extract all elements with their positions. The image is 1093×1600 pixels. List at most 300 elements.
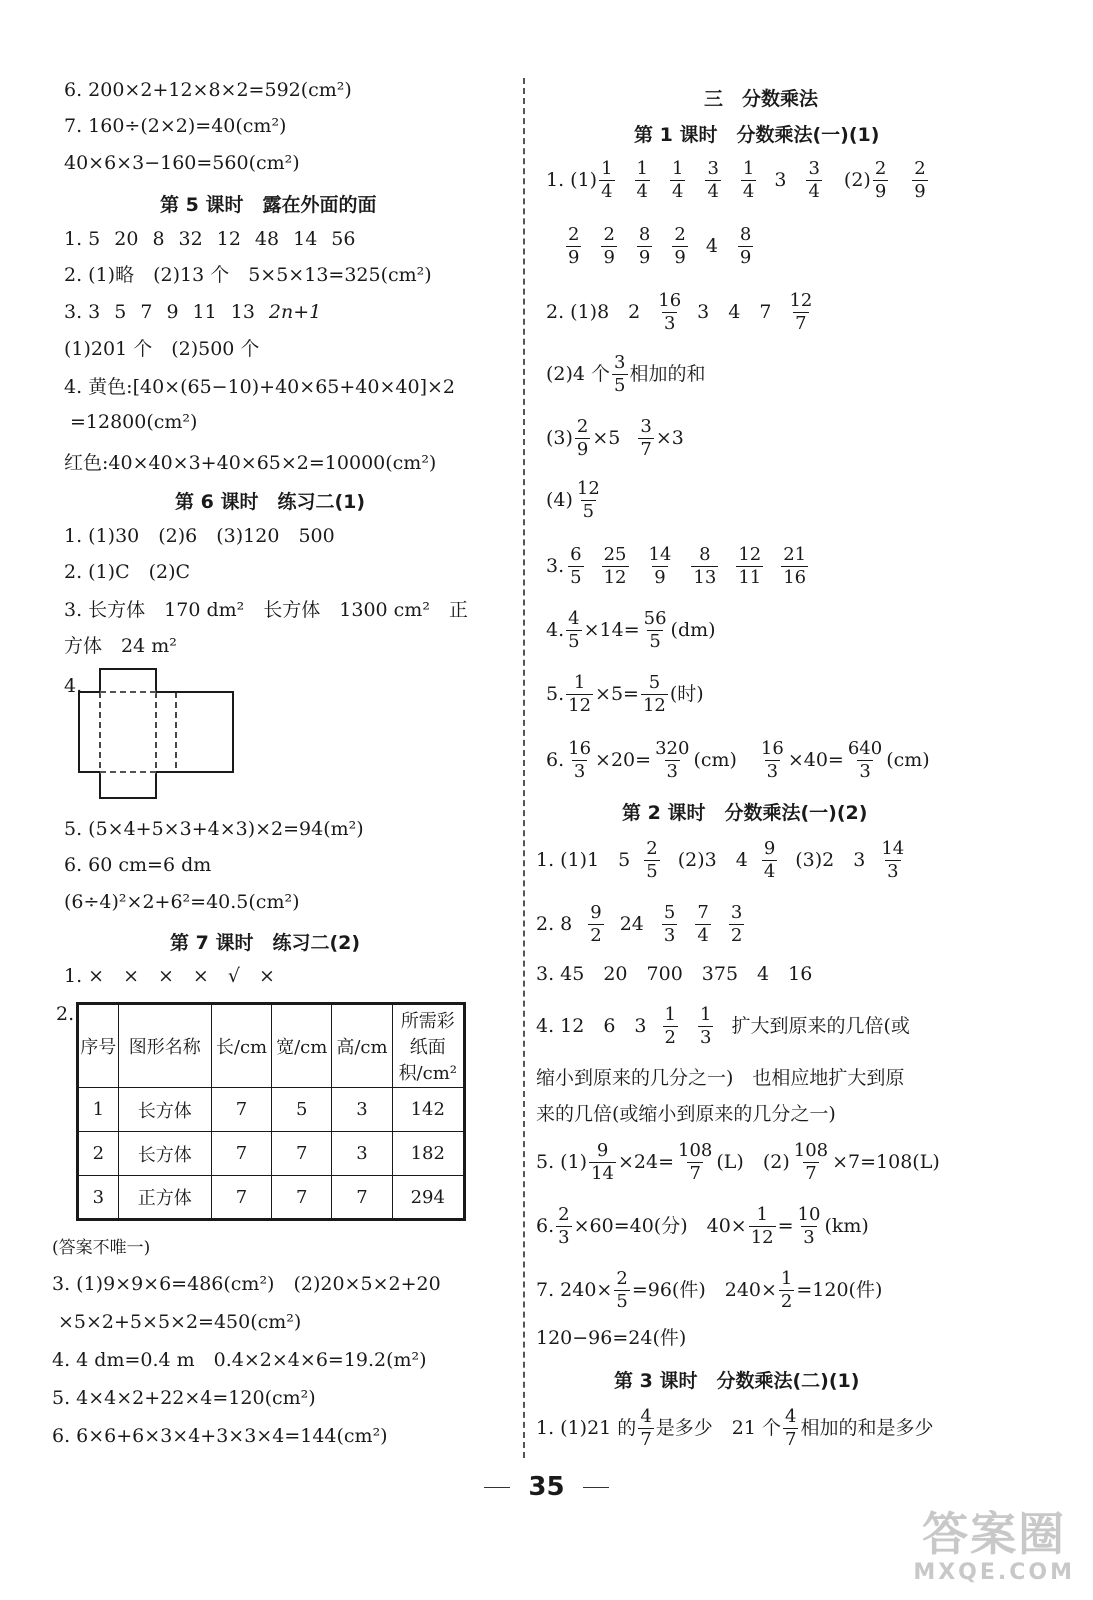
answer-line: 红色:40×40×3+40×65×2=10000(cm²) <box>64 452 437 474</box>
table-cell: 7 <box>211 1176 271 1220</box>
watermark-text: 答案圈 <box>922 1507 1067 1561</box>
fraction <box>589 1139 616 1184</box>
denominator: 9 <box>654 566 666 588</box>
numerator: 2 <box>616 1267 628 1289</box>
answer-text: 4. 12 6 3 <box>536 1015 647 1037</box>
answer-line: (1)201 个 (2)500 个 <box>64 338 260 360</box>
answer-line: 3. 长方体 170 dm² 长方体 1300 cm² 正 <box>64 599 468 621</box>
answer-item: 3. 3 <box>64 301 101 323</box>
fraction <box>759 737 786 782</box>
answer-line: 3. (1)9×9×6=486(cm²) (2)20×5×2+20 <box>52 1273 441 1295</box>
numerator: 1 <box>573 671 586 693</box>
denominator: 9 <box>674 246 686 268</box>
numerator: 1 <box>742 157 755 179</box>
fraction <box>672 223 687 268</box>
fraction <box>787 289 814 334</box>
table-row <box>78 1088 465 1132</box>
answer-item: 9 <box>166 301 179 323</box>
numerator: 14 <box>881 837 905 859</box>
fraction <box>635 157 650 202</box>
numerator: 3 <box>808 157 820 179</box>
numerator: 21 <box>783 543 807 565</box>
fraction <box>663 1003 678 1048</box>
answer-line: 120−96=24(件) <box>536 1327 687 1349</box>
table-cell: 长方体 <box>118 1088 211 1132</box>
denominator: 2 <box>664 1026 676 1048</box>
denominator: 4 <box>742 180 755 202</box>
answer-text: 24 <box>619 913 644 935</box>
fraction <box>695 901 710 946</box>
denominator: 7 <box>640 438 652 460</box>
denominator: 5 <box>616 1290 628 1312</box>
numerator: 2 <box>674 223 686 245</box>
answer-item: 7 <box>140 301 153 323</box>
answer-item: 20 <box>114 228 139 250</box>
answer-item: 14 <box>293 228 318 250</box>
denominator: 7 <box>640 1428 652 1450</box>
denominator: 7 <box>805 1162 817 1184</box>
answer-item: 56 <box>331 228 356 250</box>
answer-line <box>546 732 930 788</box>
numerator: 16 <box>568 737 592 759</box>
answer-text: 1. (1)1 5 <box>536 849 631 871</box>
numerator: 4 <box>568 607 580 629</box>
lesson-heading: 第 3 课时 分数乘法(二)(1) <box>614 1370 860 1392</box>
denominator: 3 <box>859 760 871 782</box>
answer-text: 1. (1)21 的 <box>536 1417 637 1439</box>
denominator: 7 <box>689 1162 701 1184</box>
table-cell: 7 <box>211 1088 271 1132</box>
fraction <box>556 1203 571 1248</box>
denominator: 12 <box>642 694 666 716</box>
table-cell: 142 <box>392 1088 464 1132</box>
denominator: 2 <box>590 924 602 946</box>
fraction <box>698 1003 713 1048</box>
answer-line: 2. (1)略 (2)13 个 5×5×13=325(cm²) <box>64 264 432 286</box>
answer-text: 扩大到原来的几倍(或 <box>731 1015 910 1037</box>
denominator: 7 <box>795 312 807 334</box>
denominator: 4 <box>763 860 776 882</box>
numerator: 2 <box>603 223 615 245</box>
denominator: 5 <box>582 500 595 522</box>
table-cell: 7 <box>211 1132 271 1176</box>
numerator: 3 <box>640 415 652 437</box>
denominator: 3 <box>663 312 676 334</box>
watermark-url: MXQE.COM <box>913 1560 1075 1585</box>
denominator: 2 <box>730 924 743 946</box>
answer-text: 5. (1) <box>536 1151 588 1173</box>
answer-line <box>536 1134 940 1190</box>
denominator: 11 <box>738 566 762 588</box>
fraction <box>638 1405 653 1450</box>
denominator: 4 <box>697 924 709 946</box>
denominator: 3 <box>766 760 779 782</box>
answer-line: 40×6×3−160=560(cm²) <box>64 152 300 174</box>
answer-line: (6÷4)²×2+6²=40.5(cm²) <box>64 891 300 913</box>
footer-dash <box>583 1487 609 1488</box>
answer-text: (L) (2) <box>716 1151 790 1173</box>
answer-text: = <box>777 1215 794 1237</box>
answer-text: (cm) <box>693 749 737 771</box>
answer-text: 4. <box>546 619 565 641</box>
denominator: 3 <box>663 924 676 946</box>
answer-text: (2)4 个 <box>546 363 611 385</box>
numerator: 3 <box>614 351 626 373</box>
fraction <box>647 543 674 588</box>
denominator: 13 <box>693 566 717 588</box>
answer-line: 7. 160÷(2×2)=40(cm²) <box>64 115 287 137</box>
fraction <box>566 737 593 782</box>
numerator: 6 <box>570 543 582 565</box>
fraction <box>601 223 616 268</box>
table-cell: 长方体 <box>118 1132 211 1176</box>
answer-text: (2)3 4 <box>677 849 748 871</box>
denominator: 4 <box>636 180 648 202</box>
answer-text: (4) <box>546 489 573 511</box>
numerator: 8 <box>638 223 651 245</box>
answer-line: 6. 6×6+6×3×4+3×3×4=144(cm²) <box>52 1425 388 1447</box>
fraction <box>599 157 614 202</box>
numerator: 1 <box>636 157 648 179</box>
numerator: 12 <box>576 477 600 499</box>
denominator: 5 <box>568 630 580 652</box>
table-cell: 5 <box>272 1088 332 1132</box>
numerator: 108 <box>678 1139 713 1161</box>
answer-line: ×5×2+5×5×2=450(cm²) <box>58 1311 302 1333</box>
answer-line <box>546 602 716 658</box>
answer-line: 1. × × × × √ × <box>64 965 275 987</box>
answer-line <box>546 284 816 340</box>
answer-line: 4. 黄色:[40×(65−10)+40×65+40×40]×2 <box>64 376 455 398</box>
numerator: 16 <box>658 289 682 311</box>
fraction <box>566 607 581 652</box>
denominator: 7 <box>784 1428 797 1450</box>
fraction <box>749 1203 776 1248</box>
answer-text: 相加的和 <box>629 363 706 385</box>
fraction <box>879 837 906 882</box>
answer-text: 2. 8 <box>536 913 573 935</box>
table-header: 所需彩纸面积/cm² <box>392 1004 464 1088</box>
answer-line: 缩小到原来的几分之一) 也相应地扩大到原 <box>536 1067 905 1089</box>
fraction <box>612 351 627 396</box>
fraction <box>779 1267 794 1312</box>
numerator: 2 <box>558 1203 570 1225</box>
numerator: 9 <box>590 901 602 923</box>
table-header: 序号 <box>78 1004 119 1088</box>
table-cell: 正方体 <box>118 1176 211 1220</box>
table-header-row <box>78 1004 465 1088</box>
column-divider <box>523 78 525 1458</box>
answer-line: 5. 4×4×2+22×4=120(cm²) <box>52 1387 316 1409</box>
fraction <box>575 477 602 522</box>
denominator: 4 <box>707 180 719 202</box>
answer-text: 3 4 7 <box>697 301 772 323</box>
fraction <box>806 157 821 202</box>
denominator: 5 <box>646 860 658 882</box>
answer-text: =120(件) <box>796 1279 883 1301</box>
answer-line: 4. <box>64 675 83 697</box>
fraction <box>642 607 669 652</box>
answer-item: 5 <box>114 301 127 323</box>
numerator: 2 <box>874 157 887 179</box>
numerator: 56 <box>643 607 667 629</box>
fraction <box>566 671 593 716</box>
fraction <box>670 157 685 202</box>
numerator: 640 <box>847 737 883 759</box>
answer-text: ×14= <box>583 619 640 641</box>
answer-text: (dm) <box>670 619 716 641</box>
denominator: 3 <box>803 1226 815 1248</box>
fraction <box>575 415 590 460</box>
denominator: 12 <box>603 566 627 588</box>
answer-line: =12800(cm²) <box>70 411 198 433</box>
chapter-heading: 三 分数乘法 <box>704 88 819 110</box>
answer-item: 13 <box>230 301 255 323</box>
table-header: 高/cm <box>332 1004 392 1088</box>
table-row <box>78 1176 465 1220</box>
numerator: 1 <box>756 1203 768 1225</box>
net-top-face <box>100 669 156 692</box>
table-cell: 2 <box>78 1132 119 1176</box>
answer-line: 6. 200×2+12×8×2=592(cm²) <box>64 79 352 101</box>
numerator: 1 <box>780 1267 793 1289</box>
numerator: 2 <box>646 837 658 859</box>
numerator: 2 <box>568 223 580 245</box>
answer-text: ×5 <box>592 427 621 449</box>
denominator: 4 <box>672 180 684 202</box>
fraction <box>644 837 659 882</box>
fraction <box>846 737 884 782</box>
numerator: 3 <box>707 157 719 179</box>
fraction <box>873 157 888 202</box>
answer-line <box>546 472 604 528</box>
denominator: 12 <box>568 694 592 716</box>
denominator: 5 <box>614 374 626 396</box>
answer-line: 4. 4 dm=0.4 m 0.4×2×4×6=19.2(m²) <box>52 1349 427 1371</box>
answer-line <box>546 410 684 466</box>
numerator: 1 <box>601 157 613 179</box>
answer-item: 8 <box>152 228 165 250</box>
page-footer <box>0 1472 1093 1502</box>
denominator: 3 <box>699 1026 712 1048</box>
fraction <box>912 157 927 202</box>
fraction <box>738 223 753 268</box>
numerator: 5 <box>648 671 661 693</box>
numerator: 1 <box>664 1003 676 1025</box>
fraction <box>729 901 744 946</box>
numerator: 12 <box>738 543 762 565</box>
answer-line: 2. <box>56 1003 75 1025</box>
answer-text: (时) <box>669 683 704 705</box>
answer-text: (2) <box>843 169 871 191</box>
numerator: 8 <box>699 543 711 565</box>
watermark-logo <box>913 1508 1075 1585</box>
answer-line <box>546 152 930 208</box>
numerator: 4 <box>784 1405 797 1427</box>
fraction <box>796 1203 823 1248</box>
answer-text: ×24= <box>618 1151 675 1173</box>
table-cell: 7 <box>272 1176 332 1220</box>
denominator: 9 <box>914 180 926 202</box>
answer-item: 48 <box>254 228 280 250</box>
numerator: 25 <box>603 543 627 565</box>
answer-text: (km) <box>824 1215 869 1237</box>
numerator: 4 <box>640 1405 652 1427</box>
denominator: 9 <box>603 246 615 268</box>
answer-text: 2. (1)8 2 <box>546 301 641 323</box>
answer-table <box>76 1002 466 1221</box>
table-cell: 294 <box>392 1176 464 1220</box>
answer-text: 1. (1) <box>546 169 598 191</box>
answer-line: 3. 45 20 700 375 4 16 <box>536 963 813 985</box>
denominator: 5 <box>649 630 661 652</box>
net-bottom-face <box>100 772 156 798</box>
answer-line <box>546 346 706 402</box>
answer-line: 6. 60 cm=6 dm <box>64 854 212 876</box>
answer-text: 3. <box>546 555 565 577</box>
answer-text: ×7=108(L) <box>832 1151 940 1173</box>
numerator: 1 <box>699 1003 712 1025</box>
numerator: 8 <box>739 223 752 245</box>
denominator: 9 <box>638 246 651 268</box>
answer-line <box>64 227 369 251</box>
answer-text: 相加的和是多少 <box>800 1417 934 1439</box>
answer-line: 5. (5×4+5×3+4×3)×2=94(m²) <box>64 818 364 840</box>
fraction <box>676 1139 714 1184</box>
table-cell: 7 <box>272 1132 332 1176</box>
denominator: 3 <box>573 760 586 782</box>
lesson-heading: 第 6 课时 练习二(1) <box>175 491 366 513</box>
answer-text: 是多少 21 个 <box>655 1417 781 1439</box>
numerator: 108 <box>793 1139 829 1161</box>
denominator: 3 <box>558 1226 570 1248</box>
answer-line <box>564 218 755 274</box>
table-cell: 1 <box>78 1088 119 1132</box>
answer-line: 2. (1)C (2)C <box>64 561 191 583</box>
numerator: 14 <box>648 543 672 565</box>
fraction <box>691 543 718 588</box>
table-cell: 7 <box>332 1176 392 1220</box>
answer-text: (3)2 3 <box>795 849 866 871</box>
denominator: 14 <box>591 1162 614 1184</box>
fraction <box>568 543 583 588</box>
numerator: 16 <box>760 737 784 759</box>
answer-item: 2n+1 <box>268 301 322 323</box>
answer-text: (3) <box>546 427 573 449</box>
answer-text: =96(件) 240× <box>631 1279 777 1301</box>
numerator: 7 <box>697 901 709 923</box>
table-cell: 182 <box>392 1132 464 1176</box>
answer-text: 3 <box>774 169 787 191</box>
fraction <box>762 837 777 882</box>
answer-text: (cm) <box>886 749 930 771</box>
page-number: 35 <box>528 1472 565 1502</box>
answer-line <box>536 832 908 888</box>
answer-text: 7. 240× <box>536 1279 613 1301</box>
denominator: 3 <box>666 760 678 782</box>
answer-text: ×5= <box>595 683 639 705</box>
fraction <box>736 543 763 588</box>
fraction <box>781 543 808 588</box>
answer-text: ×20= <box>595 749 652 771</box>
answer-line <box>536 1198 869 1254</box>
answer-line <box>64 300 335 324</box>
fraction <box>705 157 720 202</box>
fraction <box>792 1139 830 1184</box>
numerator: 320 <box>655 737 690 759</box>
table-header: 长/cm <box>211 1004 271 1088</box>
fraction <box>783 1405 798 1450</box>
denominator: 9 <box>874 180 887 202</box>
lesson-heading: 第 7 课时 练习二(2) <box>170 932 361 954</box>
denominator: 3 <box>887 860 899 882</box>
numerator: 3 <box>730 901 743 923</box>
lesson-heading: 第 5 课时 露在外面的面 <box>160 194 377 216</box>
denominator: 4 <box>601 180 613 202</box>
answer-line <box>536 998 910 1054</box>
numerator: 1 <box>672 157 684 179</box>
answer-text: 6. <box>536 1215 555 1237</box>
fraction <box>641 671 668 716</box>
answer-item: 1. 5 <box>64 228 101 250</box>
answer-line <box>546 538 810 594</box>
answer-text: ×3 <box>655 427 684 449</box>
lesson-heading: 第 1 课时 分数乘法(一)(1) <box>634 124 880 146</box>
table-header: 宽/cm <box>272 1004 332 1088</box>
answer-line <box>536 896 746 952</box>
answer-text: ×60=40(分) 40× <box>573 1215 747 1237</box>
numerator: 10 <box>797 1203 821 1225</box>
table-header: 图形名称 <box>118 1004 211 1088</box>
fraction <box>602 543 629 588</box>
fraction <box>637 223 652 268</box>
table-cell: 3 <box>332 1088 392 1132</box>
fraction <box>638 415 653 460</box>
answer-line <box>546 666 704 722</box>
table-cell: 3 <box>78 1176 119 1220</box>
denominator: 12 <box>750 1226 774 1248</box>
answer-item: 32 <box>178 228 203 250</box>
numerator: 5 <box>663 901 676 923</box>
numerator: 9 <box>763 837 776 859</box>
answer-line: 方体 24 m² <box>64 635 177 657</box>
fraction <box>588 901 603 946</box>
denominator: 9 <box>576 438 589 460</box>
answer-line <box>536 1400 933 1456</box>
fraction <box>662 901 677 946</box>
answer-text: 5. <box>546 683 565 705</box>
fraction <box>741 157 756 202</box>
fraction <box>614 1267 629 1312</box>
fraction <box>653 737 691 782</box>
table-row <box>78 1132 465 1176</box>
answer-note: (答案不唯一) <box>52 1238 151 1258</box>
fraction <box>566 223 581 268</box>
denominator: 4 <box>808 180 820 202</box>
denominator: 9 <box>739 246 752 268</box>
fraction <box>656 289 683 334</box>
denominator: 9 <box>568 246 580 268</box>
footer-dash <box>484 1487 510 1488</box>
numerator: 2 <box>914 157 926 179</box>
denominator: 16 <box>783 566 807 588</box>
answer-line: 来的几倍(或缩小到原来的几分之一) <box>536 1103 836 1125</box>
denominator: 2 <box>780 1290 793 1312</box>
answer-item: 11 <box>192 301 217 323</box>
answer-text: 4 <box>705 235 718 257</box>
cube-net-diagram <box>78 668 238 800</box>
answer-line <box>536 1262 882 1318</box>
